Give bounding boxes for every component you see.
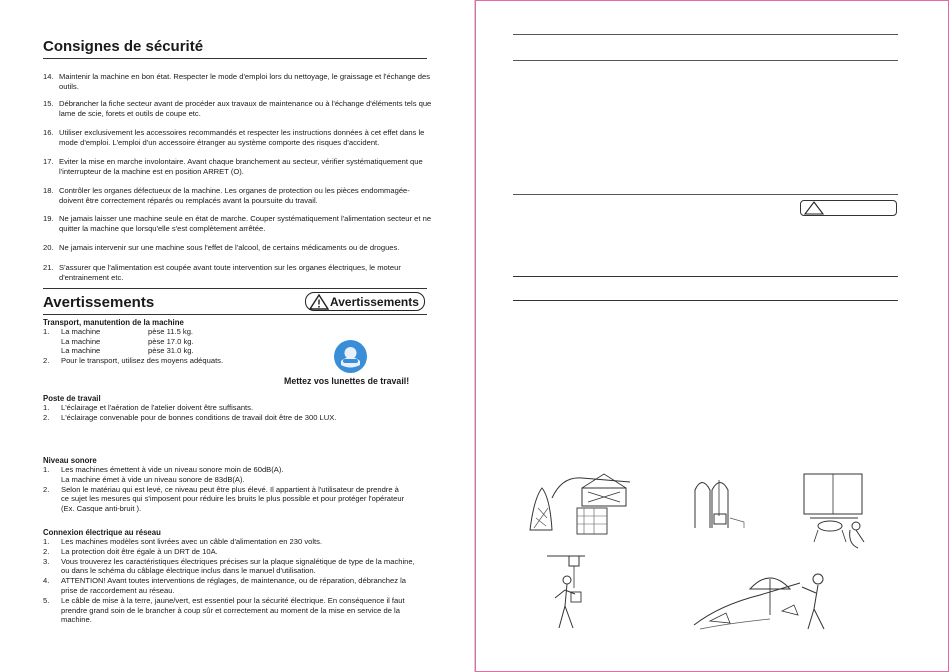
niveau-line-text: Selon le matériau qui est levé, ce niveau peut être plus élevé. Il appartient à l'utilisateur de prendre à [61, 484, 399, 494]
illustration-hoist-pillar [690, 470, 750, 530]
consigne-number: 15. [43, 99, 54, 108]
warning-triangle-icon [309, 294, 329, 310]
consigne-number: 19. [43, 214, 54, 223]
consigne-item [43, 243, 433, 253]
transport-line-number: 2. [43, 355, 50, 365]
avert-rule-bottom [43, 314, 427, 315]
consigne-item [43, 99, 433, 119]
poste-heading: Poste de travail [43, 394, 101, 403]
consigne-item [43, 72, 433, 92]
consigne-number: 18. [43, 186, 54, 195]
consignes-rule [43, 58, 427, 59]
consigne-number: 21. [43, 263, 54, 272]
transport-line-label: Pour le transport, utilisez des moyens adéquats. [61, 355, 224, 365]
transport-line-label: La machine [61, 336, 101, 346]
transport-line-number: 1. [43, 327, 50, 336]
connexion-line-text: Les machines modèles sont livrées avec un câble d'alimentation en 230 volts. [61, 537, 323, 546]
consigne-item [43, 263, 433, 283]
avertissements-title: Avertissements [43, 294, 155, 311]
illustration-umbrella-scene [690, 565, 840, 637]
consignes-title: Consignes de sécurité [43, 38, 204, 55]
consigne-text: Utiliser exclusivement les accessoires recommandés et respecter les instructions données à cet effet dans le mode d'emploi. L'emploi d'un accessoire étranger au système comporte des risques d'accident. [59, 128, 425, 147]
poste-line-text: L'éclairage convenable pour de bonnes conditions de travail doit être de 300 LUX. [61, 412, 337, 422]
connexion-line-text: prise de raccordement au réseau. [61, 586, 175, 595]
transport-line-value: pèse 17.0 kg. [148, 336, 194, 346]
right-rule-5 [513, 300, 898, 301]
avertissements-badge-label: Avertissements [330, 295, 419, 309]
connexion-line-text: La protection doit être égale à un DRT de 10A. [61, 546, 218, 556]
avert-rule-top [43, 288, 427, 289]
connexion-line-text: prendre grand soin de le brancher à coup sûr et correctement au moment de la mise en service de la [61, 605, 400, 615]
niveau-line-text: (Ex. Casque anti-bruit ). [61, 504, 142, 514]
consigne-text: Ne jamais laisser une machine seule en état de marche. Couper systématiquement l'alimentation secteur et ne quitter la machine que lorsqu'elle s'est complètement arrêtée. [59, 214, 432, 233]
illustration-worker-window [800, 470, 870, 550]
niveau-line-number: 1. [43, 465, 50, 474]
connexion-line-number: 4. [43, 576, 50, 586]
right-rule-2 [513, 60, 898, 61]
consigne-text: Débrancher la fiche secteur avant de procéder aux travaux de maintenance ou à l'échange d'éléments tels que lame de scie, forets et outils de coupe etc. [59, 99, 432, 118]
consigne-number: 20. [43, 243, 54, 252]
niveau-line-number: 2. [43, 484, 50, 494]
connexion-line-number: 5. [43, 595, 50, 605]
avertissements-badge [305, 292, 425, 311]
consigne-number: 17. [43, 157, 54, 166]
right-rule-4 [513, 276, 898, 277]
right-warning-box [800, 200, 897, 216]
transport-line-value: pèse 11.5 kg. [148, 327, 194, 336]
poste-line-number: 1. [43, 403, 50, 412]
transport-heading: Transport, manutention de la machine [43, 318, 184, 327]
illustration-loaded-shelf [522, 468, 642, 538]
niveau-heading: Niveau sonore [43, 456, 97, 465]
connexion-heading: Connexion électrique au réseau [43, 528, 161, 537]
consigne-item [43, 186, 433, 206]
connexion-line-text: ou dans le schéma du câblage électrique inclus dans le manuel d'utilisation. [61, 566, 316, 576]
transport-line-value: pèse 31.0 kg. [148, 346, 194, 355]
connexion-line-number: 1. [43, 537, 50, 546]
consigne-number: 14. [43, 72, 54, 81]
consigne-item [43, 157, 433, 177]
illustration-worker-lifting [545, 548, 595, 638]
connexion-line-number: 2. [43, 546, 50, 556]
connexion-line-text: ATTENTION! Avant toutes interventions de réglages, de maintenance, ou de réparation, débranchez la [61, 576, 407, 586]
connexion-line-text: Vous trouverez les caractéristiques électriques précises sur la plaque signalétique de type de la machine, [61, 556, 415, 566]
right-rule-1 [513, 34, 898, 35]
niveau-line-text: La machine émet à vide un niveau sonore de 83dB(A). [61, 474, 245, 484]
safety-goggles-icon [334, 340, 367, 373]
consigne-text: Contrôler les organes défectueux de la machine. Les organes de protection ou les pièces endommagée-doivent être correctement réparés ou remplacés avant la poursuite du travail. [59, 186, 410, 205]
connexion-line-text: machine. [61, 615, 92, 625]
consigne-number: 16. [43, 128, 54, 137]
niveau-line-text: ce sujet les mesures qui s'imposent pour réduire les bruits le plus possible et pour protéger l'opérateur [61, 494, 405, 504]
consigne-text: Maintenir la machine en bon état. Respecter le mode d'emploi lors du nettoyage, le graissage et l'échange des outils. [59, 72, 430, 91]
right-rule-3 [513, 194, 898, 195]
consigne-item [43, 214, 433, 234]
consigne-text: Eviter la mise en marche involontaire. Avant chaque branchement au secteur, vérifier systématiquement que l'interrupteur de la machine est en position ARRET (O). [59, 157, 423, 176]
consigne-item [43, 128, 433, 148]
transport-line-label: La machine [61, 346, 101, 355]
poste-line-text: L'éclairage et l'aération de l'atelier doivent être suffisants. [61, 403, 254, 412]
niveau-line-text: Les machines émettent à vide un niveau sonore moin de 60dB(A). [61, 465, 284, 474]
warning-triangle-icon [804, 201, 824, 215]
transport-line-label: La machine [61, 327, 101, 336]
consigne-text: Ne jamais intervenir sur une machine sous l'effet de l'alcool, de certains médicaments ou de drogues. [59, 243, 400, 252]
poste-line-number: 2. [43, 412, 50, 422]
goggles-caption: Mettez vos lunettes de travail! [284, 376, 410, 386]
connexion-line-number: 3. [43, 556, 50, 566]
consigne-text: S'assurer que l'alimentation est coupée avant toute intervention sur les organes électriques, le moteur d'entrainement etc. [59, 263, 401, 282]
connexion-line-text: Le câble de mise à la terre, jaune/vert, est essentiel pour la sécurité électrique. En conséquence il faut [61, 595, 405, 605]
